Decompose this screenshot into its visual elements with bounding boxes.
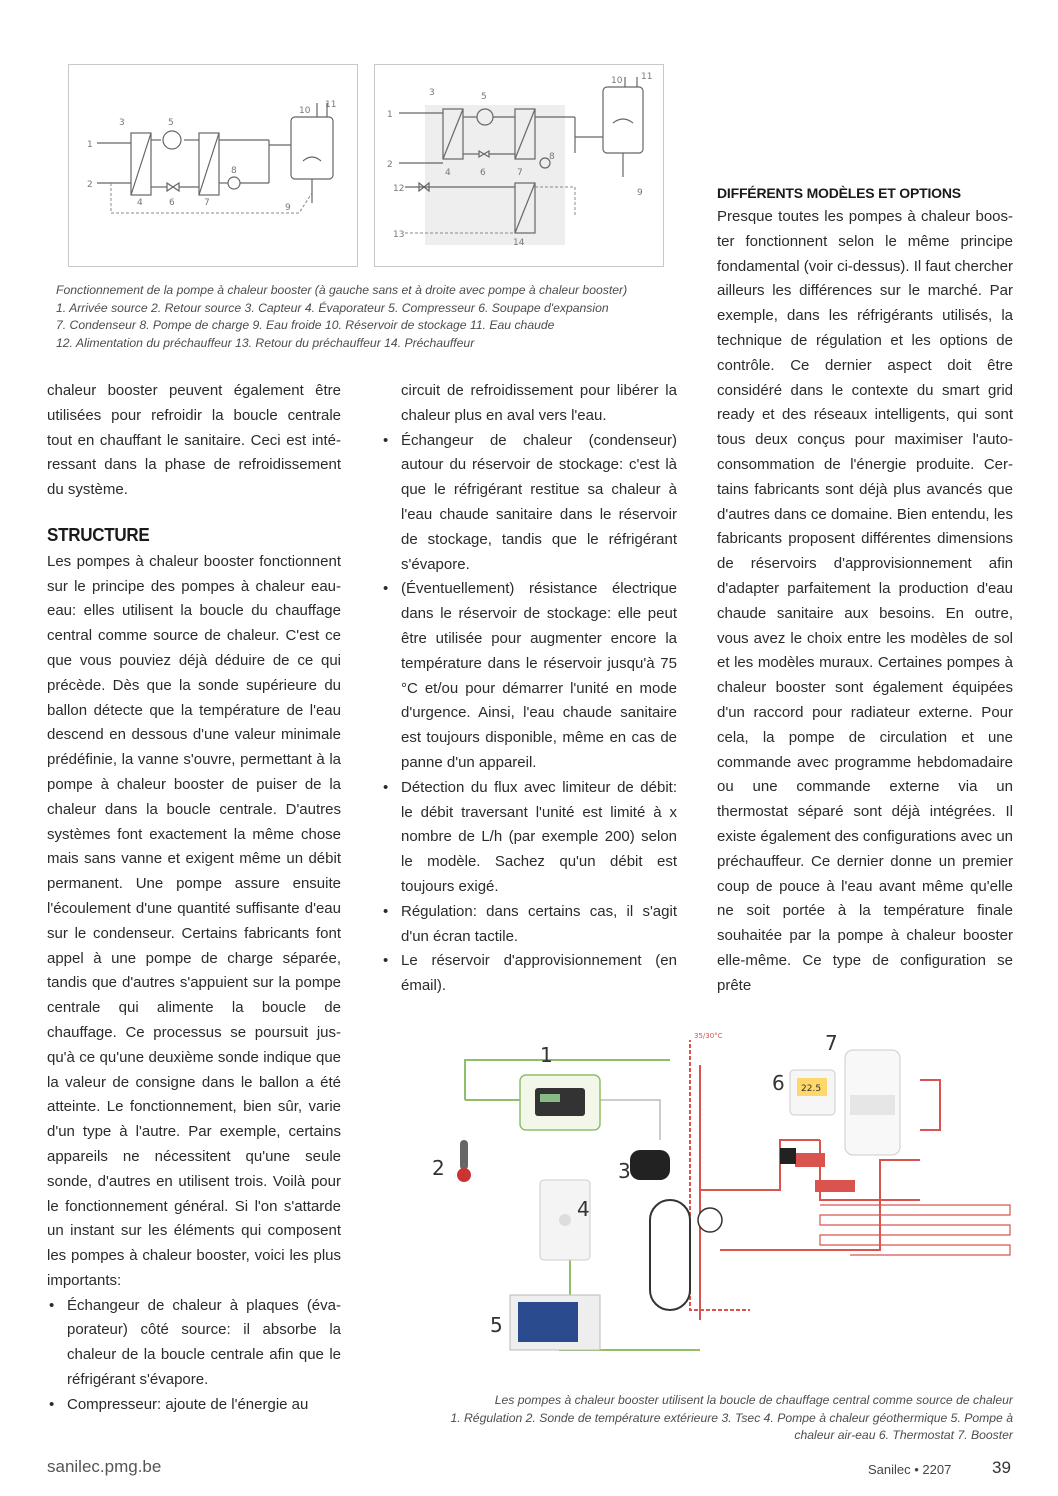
fig-label-3: 3 <box>618 1159 631 1183</box>
list-item: • Détection du flux avec limiteur de débit: le débit traversant l'unité est limité à x nombre de L/h (par exemple 200) selon le modèle. Sachez qu'un débit est toujours exigé. <box>381 776 677 900</box>
footer-website[interactable]: sanilec.pmg.be <box>47 1457 162 1476</box>
fig-label-4: 4 <box>577 1197 590 1221</box>
label-4: 4 <box>137 198 143 208</box>
caption-line: 1. Arrivée source 2. Retour source 3. Capteur 4. Évaporateur 5. Compresseur 6. Soupape d'expansion <box>56 300 609 315</box>
fig-label-6: 6 <box>772 1071 785 1095</box>
paragraph: chaleur booster peuvent également être utilisées pour refroidir la boucle centrale tout en chauffant le sanitaire. Ceci est intéressant dans la phase de refroidissement du système. <box>47 382 341 499</box>
article-column-1 <box>47 379 341 1418</box>
caption-line: chaleur air-eau 6. Thermostat 7. Booster <box>794 1428 1013 1442</box>
caption-line: 1. Régulation 2. Sonde de température extérieure 3. Tsec 4. Pompe à chaleur géothermique 5. Pompe à <box>450 1410 1013 1425</box>
bullet-list <box>47 1294 341 1418</box>
caption-line: Fonctionnement de la pompe à chaleur booster (à gauche sans et à droite avec pompe à chaleur booster) <box>56 283 628 297</box>
figure-caption-1 <box>56 282 686 352</box>
thermostat-display: 22.5 <box>801 1084 822 1094</box>
figure-caption-2 <box>405 1392 1013 1445</box>
paragraph: circuit de refroidissement pour libérer la chaleur plus en aval vers l'eau. <box>401 382 677 424</box>
label-8: 8 <box>549 152 555 162</box>
label-3: 3 <box>429 88 435 98</box>
label-1: 1 <box>87 140 93 150</box>
paragraph: Presque toutes les pompes à chaleur booster fonctionnent selon le même principe fondamental (voir ci-dessus). Il faut chercher ailleurs les différences sur le marché. Par exemple, dans les réfrigérants utilisés, la technique de régulation et les options de contrôle. Ce dernier aspect doit être considéré dans le contexte du smart grid ready et des réseaux intelligents, qui sont tous deux conçus pour maximiser l'autoconsommation de l'énergie produite. Certains fabricants sont déjà plus avancés que d'autres dans ce domaine. Bien entendu, les fabricants proposent différentes dimensions de réservoirs d'approvisionnement afin d'adapter parfaitement la production d'eau chaude sanitaire aux besoins. En outre, vous avez le choix entre les modèles de sol et les modèles muraux. Certaines pompes à chaleur booster sont également équipées d'un raccord pour radiateur externe. Pour cela, la pompe de circulation et une commande avec programme hebdomadaire ou une commande externe via un thermostat séparé sont déjà intégrées. Il existe également des configurations avec un préchauffeur. Ce dernier donne un premier coup de pouce à l'eau avant même qu'elle ne soit portée à la température finale souhaitée par la pompe à chaleur booster elle-même. Ce type de configuration se prête <box>717 208 1014 994</box>
diagram-without-booster <box>68 64 358 267</box>
caption-line: 7. Condenseur 8. Pompe de charge 9. Eau froide 10. Réservoir de stockage 11. Eau chaude <box>56 318 555 332</box>
label-10: 10 <box>611 76 623 86</box>
label-2: 2 <box>87 180 93 190</box>
label-4: 4 <box>445 168 451 178</box>
section-heading: STRUCTURE <box>47 523 150 545</box>
list-item: • Le réservoir d'approvisionnement (en émail). <box>381 949 677 999</box>
footer-issue: Sanilec • 2207 <box>868 1462 952 1477</box>
list-item: • (Éventuellement) résistance électrique dans le réservoir de stockage: elle peut être utilisée pour augmenter encore la température dans le réservoir jusqu'à 75 °C et/ou pour démarrer l'unité en mode d'urgence. Ainsi, l'eau chaude sanitaire est toujours disponible, même en cas de panne d'un appareil. <box>381 577 677 775</box>
label-9: 9 <box>285 203 291 213</box>
label-8: 8 <box>231 166 237 176</box>
list-item: • Régulation: dans certains cas, il s'agit d'un écran tactile. <box>381 900 677 950</box>
bullet-list <box>381 429 677 999</box>
fig-label-2: 2 <box>432 1156 445 1180</box>
label-11: 11 <box>325 100 337 110</box>
fig-label-5: 5 <box>490 1313 503 1337</box>
label-1: 1 <box>387 110 393 120</box>
paragraph: Les pompes à chaleur booster fonctionnent sur le principe des pompes à chaleur eau-eau: elles utilisent la boucle du chauffage central comme source de chaleur. C'est ce que vous pouviez déjà déduire de ce qui précède. Dès que la sonde supérieure du ballon détecte que la température de l'eau descend en dessous d'une valeur minimale prédéfinie, la vanne s'ouvre, permettant à la pompe à chaleur booster de puiser de la chaleur dans la boucle centrale. D'autres systèmes font exactement la même chose mais sans vanne et exigent même un débit permanent. Une pompe assure ensuite l'écoulement d'une quantité suffisante d'eau sur le condenseur. Certains fabricants font appel à une pompe de charge séparée, tandis que d'autres s'appuient sur la pompe centrale qui alimente la boucle de chauffage. Ce processus se poursuit jusqu'à ce qu'une deuxième sonde indique que la valeur de consigne dans le ballon a été atteinte. Le fonctionnement, bien sûr, varie d'un type à l'autre. Par exemple, certains appareils ne nécessitent qu'une seule sonde, d'autres en utilisent trois. Voilà pour le fonctionnement général. Si l'on s'attarde un instant sur les éléments qui composent les pompes à chaleur booster, voici les plus importants: <box>47 552 341 1289</box>
label-13: 13 <box>393 230 405 240</box>
label-9: 9 <box>637 188 643 198</box>
label-5: 5 <box>481 92 487 102</box>
fig-label-1: 1 <box>540 1043 553 1067</box>
label-12: 12 <box>393 184 405 194</box>
label-7: 7 <box>204 198 210 208</box>
label-14: 14 <box>513 238 525 248</box>
system-illustration <box>420 1020 1020 1380</box>
label-3: 3 <box>119 118 125 128</box>
caption-line: Les pompes à chaleur booster utilisent la boucle de chauffage central comme source de chaleur <box>494 1393 1013 1407</box>
article-column-3 <box>717 181 1013 999</box>
list-item: • Compresseur: ajoute de l'énergie au <box>47 1393 341 1418</box>
list-item: • Échangeur de chaleur (condenseur) autour du réservoir de stockage: c'est là que le réfrigérant restitue sa chaleur à l'eau chaude sanitaire dans le réservoir de stockage, tandis que le réfrigérant s'évapore. <box>381 429 677 578</box>
label-11: 11 <box>641 72 653 82</box>
article-column-2 <box>381 379 677 999</box>
label-6: 6 <box>169 198 175 208</box>
label-7: 7 <box>517 168 523 178</box>
section-heading: DIFFÉRENTS MODÈLES ET OPTIONS <box>717 185 961 201</box>
list-item: • Échangeur de chaleur à plaques (évaporateur) côté source: il absorbe la chaleur de la boucle centrale afin que le réfrigérant s'évapore. <box>47 1294 341 1393</box>
label-6: 6 <box>480 168 486 178</box>
caption-line: 12. Alimentation du préchauffeur 13. Retour du préchauffeur 14. Préchauffeur <box>56 335 475 350</box>
label-2: 2 <box>387 160 393 170</box>
page-number: 39 <box>992 1458 1011 1477</box>
temperature-label: 35/30°C <box>694 1032 723 1040</box>
label-10: 10 <box>299 106 311 116</box>
label-5: 5 <box>168 118 174 128</box>
diagram-with-preheater <box>374 64 664 267</box>
fig-label-7: 7 <box>825 1031 838 1055</box>
